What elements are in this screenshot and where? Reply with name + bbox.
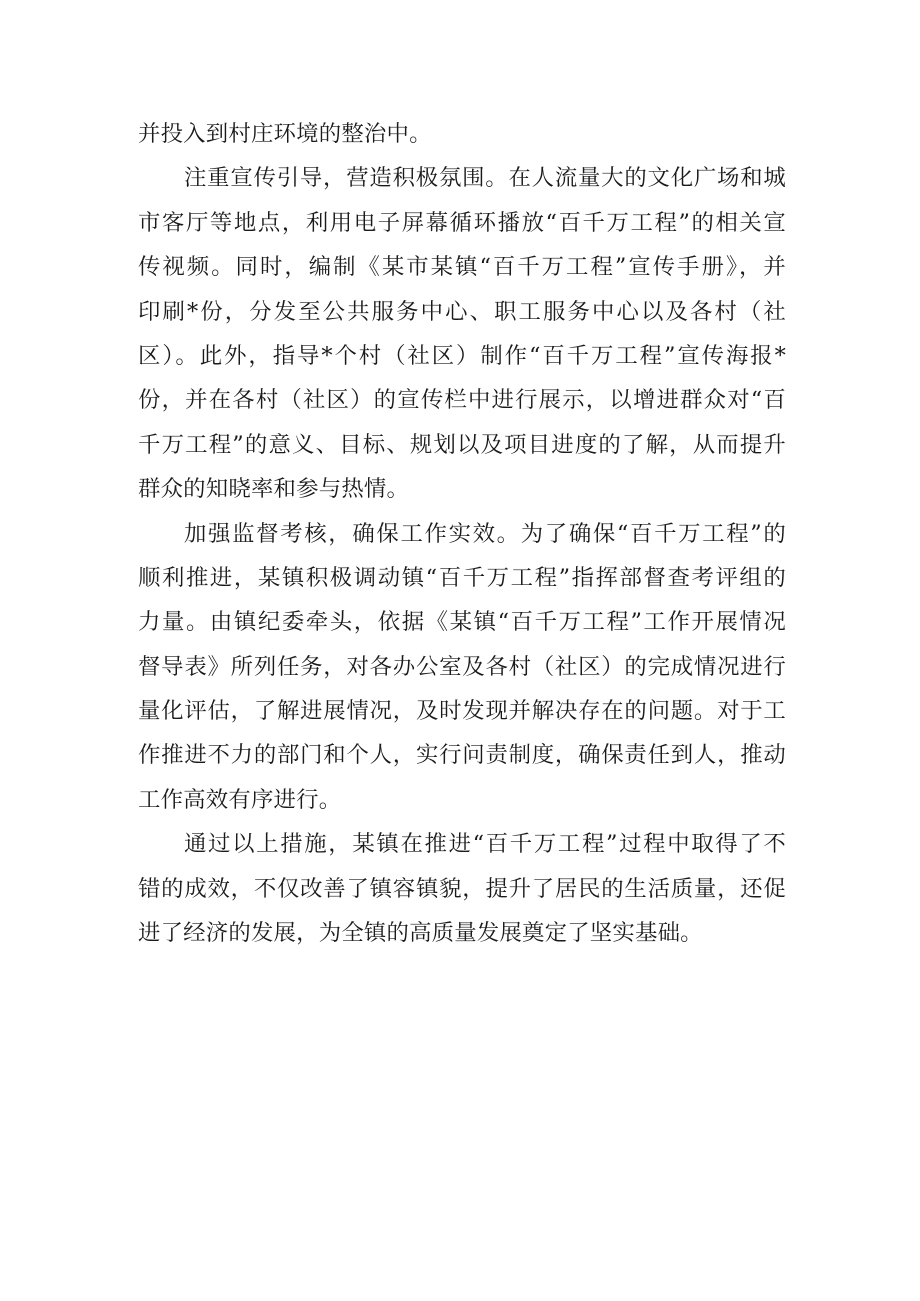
document-body [138, 112, 786, 955]
text-line: 群众的知晓率和参与热情。 [138, 476, 410, 503]
text-line: 份，并在各村（社区）的宣传栏中进行展示，以增进群众对“百 [138, 387, 786, 414]
text-line: 力量。由镇纪委牵头，依据《某镇“百千万工程”工作开展情况 [138, 609, 786, 636]
text-line: 印刷*份，分发至公共服务中心、职工服务中心以及各村（社 [138, 298, 786, 325]
paragraph-publicity [138, 156, 786, 511]
text-line: 进了经济的发展，为全镇的高质量发展奠定了坚实基础。 [138, 920, 703, 947]
text-line: 传视频。同时，编制《某市某镇“百千万工程”宣传手册》，并 [138, 254, 786, 281]
text-line: 量化评估，了解进展情况，及时发现并解决存在的问题。对于工 [138, 698, 786, 725]
text-line: 千万工程”的意义、目标、规划以及项目进度的了解，从而提升 [138, 431, 786, 458]
paragraph-conclusion [138, 822, 786, 955]
text-line: 督导表》所列任务，对各办公室及各村（社区）的完成情况进行 [138, 653, 786, 680]
paragraph-supervision [138, 512, 786, 823]
text-line: 作推进不力的部门和个人，实行问责制度，确保责任到人，推动 [138, 742, 786, 769]
paragraph-continuation [138, 112, 786, 156]
text-line: 错的成效，不仅改善了镇容镇貌，提升了居民的生活质量，还促 [138, 875, 786, 902]
text-line: 注重宣传引导，营造积极氛围。在人流量大的文化广场和城 [184, 165, 786, 192]
text-line: 区）。此外，指导*个村（社区）制作“百千万工程”宣传海报* [138, 342, 786, 369]
text-line: 工作高效有序进行。 [138, 786, 342, 813]
text-line: 市客厅等地点，利用电子屏幕循环播放“百千万工程”的相关宣 [138, 209, 786, 236]
text-line: 顺利推进，某镇积极调动镇“百千万工程”指挥部督查考评组的 [138, 564, 786, 591]
text-line: 加强监督考核，确保工作实效。为了确保“百千万工程”的 [184, 520, 786, 547]
text-line: 并投入到村庄环境的整治中。 [138, 121, 432, 147]
text-line: 通过以上措施，某镇在推进“百千万工程”过程中取得了不 [184, 831, 786, 858]
